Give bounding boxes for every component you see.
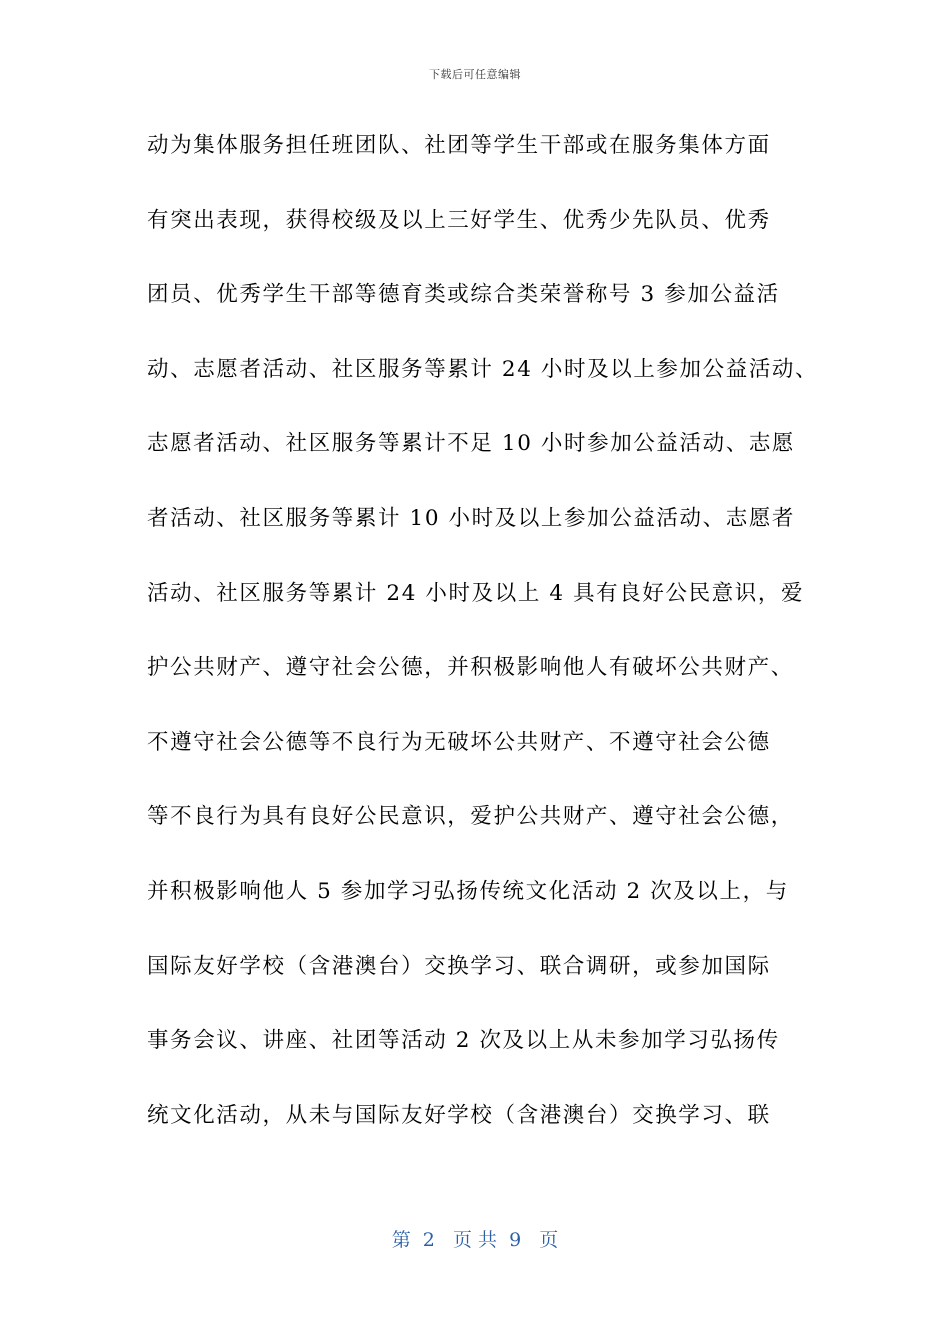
text-line: 事务会议、讲座、社团等活动 2 次及以上从未参加学习弘扬传 (147, 1028, 780, 1054)
page-header-note: 下载后可任意编辑 (429, 68, 521, 81)
text-line: 等不良行为具有良好公民意识，爱护公共财产、遵守社会公德， (147, 804, 794, 830)
text-line: 有突出表现，获得校级及以上三好学生、优秀少先队员、优秀 (147, 207, 771, 233)
body-text (147, 126, 827, 1170)
page-number-footer: 第 2 页 共 9 页 (391, 1229, 559, 1251)
text-line: 动、志愿者活动、社区服务等累计 24 小时及以上参加公益活动、 (147, 356, 819, 382)
text-line: 团员、优秀学生干部等德育类或综合类荣誉称号 3 参加公益活 (147, 282, 780, 308)
text-line: 国际友好学校（含港澳台）交换学习、联合调研，或参加国际 (147, 953, 771, 979)
text-line: 护公共财产、遵守社会公德，并积极影响他人有破坏公共财产、 (147, 655, 794, 681)
text-line: 并积极影响他人 5 参加学习弘扬传统文化活动 2 次及以上，与 (147, 878, 789, 904)
text-line: 不遵守社会公德等不良行为无破坏公共财产、不遵守社会公德 (147, 729, 771, 755)
text-line: 志愿者活动、社区服务等累计不足 10 小时参加公益活动、志愿 (147, 431, 796, 457)
text-line: 者活动、社区服务等累计 10 小时及以上参加公益活动、志愿者 (147, 505, 796, 531)
text-line: 动为集体服务担任班团队、社团等学生干部或在服务集体方面 (147, 133, 771, 158)
text-line: 统文化活动，从未与国际友好学校（含港澳台）交换学习、联 (147, 1102, 771, 1128)
text-line: 活动、社区服务等累计 24 小时及以上 4 具有良好公民意识，爱 (147, 580, 805, 606)
